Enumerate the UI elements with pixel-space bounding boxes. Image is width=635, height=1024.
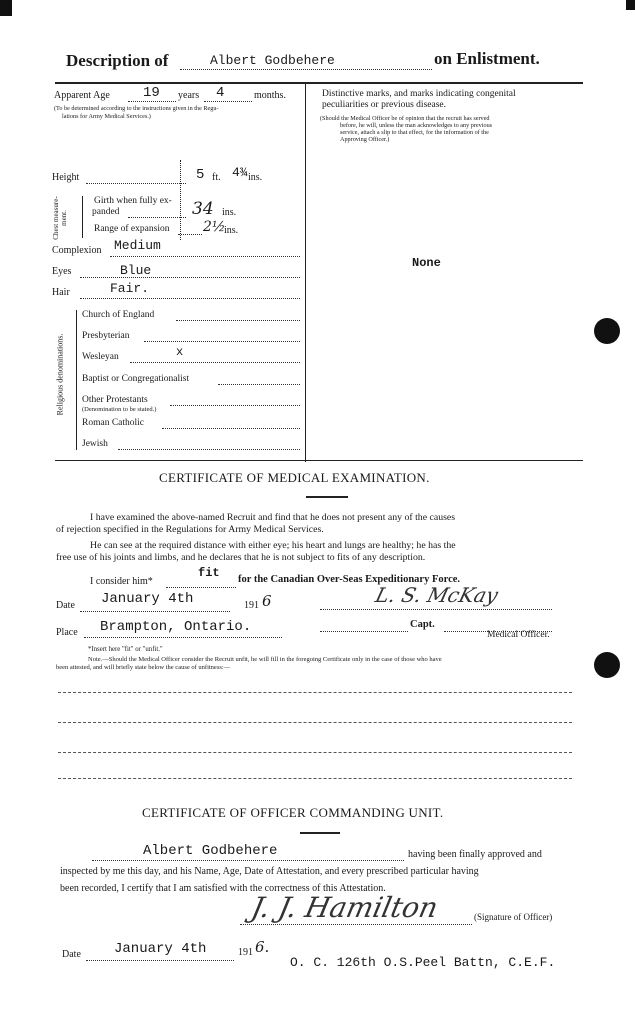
commanding-date-year-prefix: 191 (238, 947, 253, 958)
medical-para2-line2: free use of his joints and limbs, and he declares that he is not subject to fits of any description. (56, 552, 426, 563)
marks-note-line1: (Should the Medical Officer be of opinion that the recruit has served (320, 115, 490, 122)
rank-label: Capt. (410, 619, 435, 630)
marks-note-line4: Approving Officer.) (340, 136, 390, 143)
commanding-name-value: Albert Godbehere (143, 843, 278, 859)
commanding-heading: CERTIFICATE OF OFFICER COMMANDING UNIT. (142, 805, 444, 820)
denomination-note: (Denomination to be stated.) (82, 406, 157, 413)
commanding-date-value: January 4th (114, 941, 207, 957)
commanding-date-year-suffix: 6. (255, 938, 270, 956)
unfitness-line (58, 778, 572, 779)
header-description-of: Description of (66, 51, 169, 70)
header-name: Albert Godbehere (210, 53, 335, 68)
other-protestants-label: Other Protestants (82, 395, 148, 405)
wesleyan-label: Wesleyan (82, 352, 119, 362)
girth-unit: ins. (222, 207, 237, 218)
commanding-line2: inspected by me this day, and his Name, Age, Date of Attestation, and every prescribed particular having (60, 866, 479, 877)
presbyterian-label: Presbyterian (82, 331, 130, 341)
months-label: months. (254, 90, 286, 101)
punch-hole (594, 652, 620, 678)
scan-corner-mark (0, 0, 12, 16)
girth-label-line1: Girth when fully ex- (94, 196, 172, 206)
baptist-label: Baptist or Congregationalist (82, 374, 190, 384)
medical-date-year-prefix: 191 (244, 600, 259, 611)
punch-hole (594, 318, 620, 344)
place-value: Brampton, Ontario. (100, 619, 252, 635)
girth-value: 34 (192, 199, 214, 219)
unfit-note-line2: been attested, and will briefly state below the cause of unfitness:— (56, 664, 231, 671)
complexion-label: Complexion (52, 245, 102, 256)
girth-label-line2: panded (92, 207, 120, 217)
medical-officer-label: Medical Officer. (487, 630, 550, 640)
consider-prefix: I consider him* (90, 576, 153, 587)
ft-label: ft. (212, 172, 221, 183)
range-value: 2½ (203, 219, 226, 235)
unfitness-line (58, 722, 572, 723)
commanding-line3: been recorded, I certify that I am satisfied with the correctness of this Attestation. (60, 883, 386, 894)
marks-note-line3: service, attach a slip to that effect, for the information of the (340, 129, 489, 136)
medical-date-year-suffix: 6 (262, 592, 272, 610)
height-ins-label: ins. (248, 172, 263, 183)
unfit-note-line1: Note.—Should the Medical Officer consider the Recruit unfit, he will fill in the foregoing Certificate only in the case of those who have (88, 656, 442, 663)
church-of-england-label: Church of England (82, 310, 155, 320)
unfitness-line (58, 752, 572, 753)
commanding-unit: O. C. 126th O.S.Peel Battn, C.E.F. (290, 955, 556, 970)
roman-catholic-label: Roman Catholic (82, 418, 145, 428)
hair-value: Fair. (110, 281, 150, 296)
signature-of-officer-label: (Signature of Officer) (474, 912, 553, 922)
complexion-value: Medium (114, 238, 161, 253)
place-label: Place (56, 627, 78, 638)
jewish-label: Jewish (82, 439, 108, 449)
religion-label: Religious denominations. (55, 333, 65, 416)
medical-date-value: January 4th (101, 591, 194, 607)
medical-heading: CERTIFICATE OF MEDICAL EXAMINATION. (159, 470, 430, 485)
insert-note: *Insert here "fit" or "unfit." (88, 646, 163, 653)
medical-para2-line1: He can see at the required distance with either eye; his heart and lungs are healthy; he has the (90, 540, 456, 551)
marks-note-line2: before, he will, unless the man acknowledges to any previous (340, 122, 493, 129)
marks-value: None (412, 256, 441, 270)
eyes-value: Blue (120, 263, 152, 278)
medical-officer-signature: L. S. McKay (373, 583, 501, 607)
height-ins-value: 4¾ (232, 165, 248, 180)
consider-value: fit (198, 566, 220, 580)
marks-heading-line1: Distinctive marks, and marks indicating congenital (322, 89, 516, 99)
range-unit: ins. (224, 225, 239, 236)
age-note-line2: lations for Army Medical Services.) (62, 113, 151, 120)
chest-label: Chest measure-ment. (52, 196, 68, 240)
consider-suffix: for the Canadian Over-Seas Expeditionary Force. (238, 574, 461, 585)
height-ft-value: 5 (196, 167, 205, 183)
table-bottom-rule (55, 460, 583, 461)
commanding-officer-signature: J. J. Hamilton (248, 891, 441, 924)
commanding-date-label: Date (62, 949, 81, 960)
eyes-label: Eyes (52, 266, 72, 277)
age-years-value: 19 (143, 85, 160, 101)
age-note-line1: (To be determined according to the instructions given in the Regu- (54, 105, 219, 112)
commanding-line1-suffix: having been finally approved and (408, 849, 542, 860)
medical-para1-line1: I have examined the above-named Recruit and find that he does not present any of the causes (90, 512, 456, 523)
height-label: Height (52, 172, 80, 183)
hair-label: Hair (52, 287, 70, 298)
scan-corner-mark (626, 0, 635, 10)
wesleyan-mark: x (176, 345, 184, 359)
header-on-enlistment: on Enlistment. (434, 49, 540, 68)
age-months-value: 4 (216, 85, 225, 101)
medical-date-label: Date (56, 600, 75, 611)
years-label: years (178, 90, 200, 101)
table-top-rule (55, 82, 583, 84)
apparent-age-label: Apparent Age (54, 90, 110, 101)
range-label: Range of expansion (94, 224, 170, 234)
marks-heading-line2: peculiarities or previous disease. (322, 100, 446, 110)
table-divider (305, 83, 306, 462)
unfitness-line (58, 692, 572, 693)
medical-para1-line2: of rejection specified in the Regulations for Army Medical Services. (56, 524, 324, 535)
